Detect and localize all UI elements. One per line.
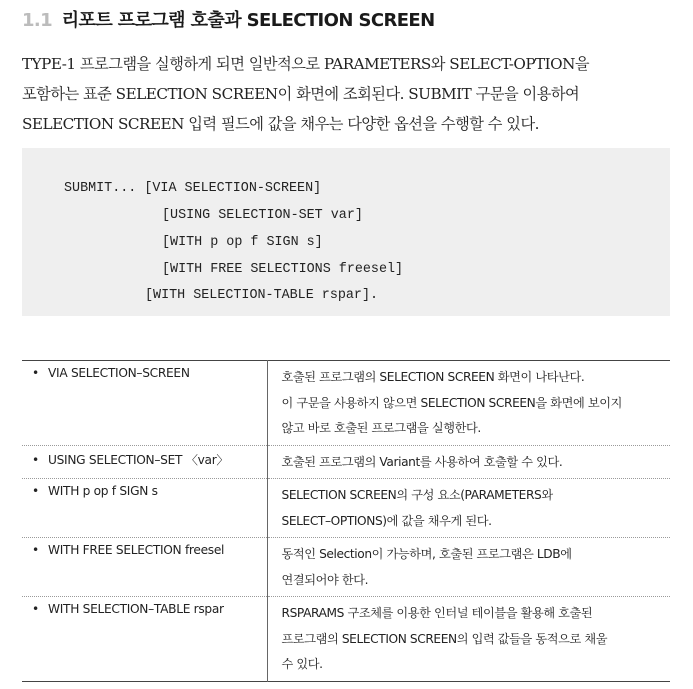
description-line: 않고 바로 호출된 프로그램을 실행한다.: [281, 421, 481, 435]
option-cell: [22, 479, 267, 538]
code-line: [WITH FREE SELECTIONS freesel]: [162, 262, 404, 277]
option-cell: [22, 597, 267, 682]
table-row: [22, 479, 670, 538]
description-line: SELECT–OPTIONS)에 값을 채우게 된다.: [281, 513, 492, 528]
description-line: 수 있다.: [281, 657, 323, 671]
code-line: [WITH SELECTION-TABLE rspar].: [145, 288, 379, 303]
description-line: 동적인 Selection이 가능하며, 호출된 프로그램은 LDB에: [281, 547, 572, 561]
description-line: 이 구문을 사용하지 않으면 SELECTION SCREEN을 화면에 보이지: [281, 395, 622, 410]
intro-paragraph: [22, 49, 682, 139]
option-name: USING SELECTION–SET 〈var〉: [48, 452, 229, 467]
description-line: 호출된 프로그램의 Variant를 사용하여 호출할 수 있다.: [281, 454, 563, 469]
option-name: WITH FREE SELECTION freesel: [48, 543, 225, 557]
option-name: WITH SELECTION–TABLE rspar: [48, 602, 224, 616]
description-line: 연결되어야 한다.: [281, 572, 369, 587]
section-title: 리포트 프로그램 호출과 SELECTION SCREEN: [61, 10, 435, 31]
options-table: [22, 360, 670, 682]
paragraph-line: SELECTION SCREEN 입력 필드에 값을 채우는 다양한 옵션을 수행할 수 있다.: [22, 115, 539, 133]
paragraph-line: TYPE-1 프로그램을 실행하게 되면 일반적으로 PARAMETERS와 SELECT-OPTION을: [22, 55, 590, 73]
description-cell: [267, 479, 670, 538]
section-heading: [22, 6, 435, 32]
section-number: 1.1: [22, 10, 53, 31]
description-line: RSPARAMS 구조체를 이용한 인터널 테이블을 활용해 호출된: [281, 606, 593, 620]
bullet: •: [32, 543, 39, 557]
code-line: [WITH p op f SIGN s]: [162, 235, 323, 250]
description-line: 호출된 프로그램의 SELECTION SCREEN 화면이 나타난다.: [281, 370, 585, 384]
paragraph-line: 포함하는 표준 SELECTION SCREEN이 화면에 조회된다. SUBMIT 구문을 이용하여: [22, 85, 580, 103]
description-cell: [267, 361, 670, 446]
code-block: [22, 148, 670, 316]
bullet: •: [32, 452, 39, 467]
description-cell: [267, 538, 670, 597]
option-name: VIA SELECTION–SCREEN: [48, 366, 190, 380]
option-cell: [22, 361, 267, 446]
option-name: WITH p op f SIGN s: [48, 484, 158, 498]
bullet: •: [32, 602, 39, 616]
table-row: [22, 361, 670, 446]
table-row: [22, 538, 670, 597]
bullet: •: [32, 366, 39, 380]
description-cell: [267, 445, 670, 479]
code-line: SUBMIT... [VIA SELECTION-SCREEN]: [64, 181, 322, 196]
table-row: [22, 597, 670, 682]
description-line: 프로그램의 SELECTION SCREEN의 입력 값들을 동적으로 채울: [281, 631, 608, 646]
description-line: SELECTION SCREEN의 구성 요소(PARAMETERS와: [281, 488, 553, 502]
option-cell: [22, 445, 267, 479]
description-cell: [267, 597, 670, 682]
bullet: •: [32, 484, 39, 498]
option-cell: [22, 538, 267, 597]
table-row: [22, 445, 670, 479]
code-line: [USING SELECTION-SET var]: [162, 208, 363, 223]
